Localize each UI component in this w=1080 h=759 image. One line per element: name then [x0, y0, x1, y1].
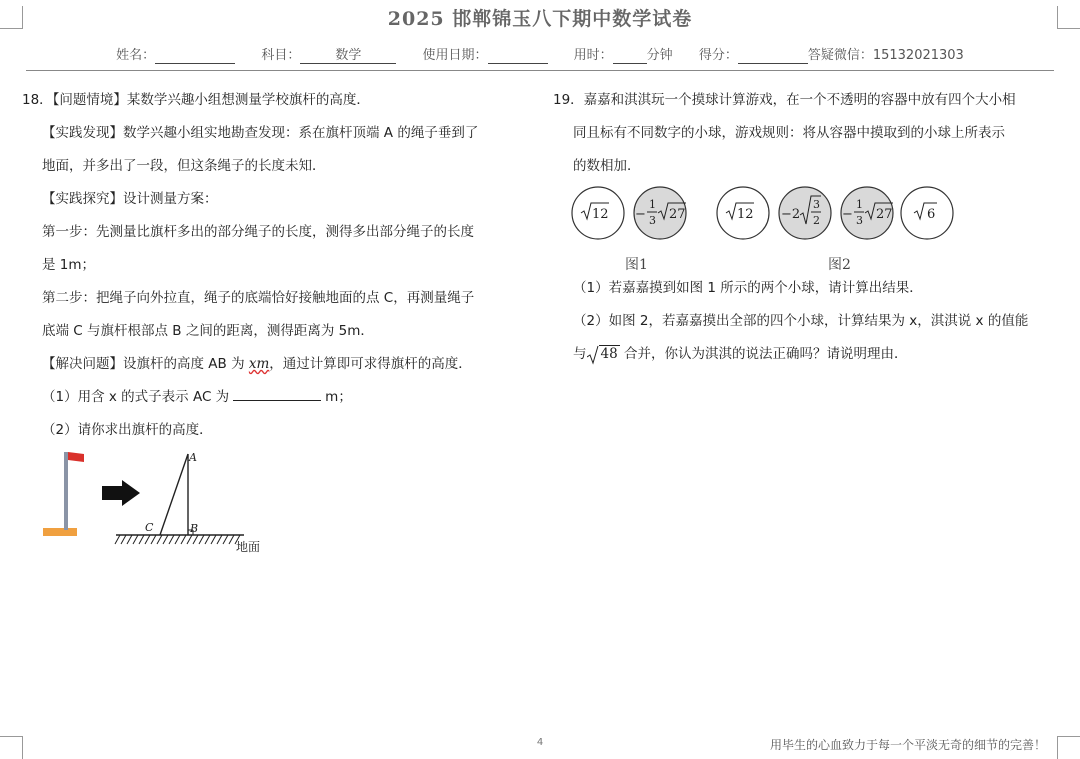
label-B: B: [190, 522, 199, 535]
flagpole: [64, 452, 68, 530]
svg-text:−2: −2: [781, 207, 801, 222]
svg-text:27: 27: [669, 207, 686, 222]
svg-text:−: −: [842, 207, 853, 222]
time-field: 用时： 分钟: [573, 48, 673, 63]
svg-text:27: 27: [876, 207, 893, 222]
footer-motto: 用毕生的心血致力于每一个平淡无奇的细节的完善！: [769, 738, 1046, 752]
q18-line-7: 第二步：把绳子向外拉直，绳子的底端恰好接触地面的点 C，再测量绳子: [42, 290, 475, 306]
sqrt-48: 48: [587, 338, 620, 371]
q18-line-4: 【实践探究】设计测量方案：: [42, 191, 218, 207]
flag: [68, 452, 84, 462]
date-field: 使用日期：: [422, 44, 547, 64]
name-blank[interactable]: [155, 48, 235, 64]
date-blank[interactable]: [488, 48, 548, 64]
svg-text:1: 1: [649, 198, 656, 211]
ball-sqrt-12: [572, 187, 624, 239]
svg-text:12: 12: [592, 207, 609, 222]
q19-line-1: 19．嘉嘉和淇淇玩一个摸球计算游戏，在一个不透明的容器中放有四个大小相: [553, 92, 1016, 108]
q19-sub-1: （1）若嘉嘉摸到如图 1 所示的两个小球，请计算出结果．: [573, 280, 923, 296]
q19-sub-3: 与 48 合并，你认为淇淇的说法正确吗？请说明理由．: [573, 338, 1063, 371]
q18-line-3: 地面，并多出了一段，但这条绳子的长度未知．: [42, 158, 326, 174]
q19-line-2: 同且标有不同数字的小球，游戏规则：将从容器中摸取到的小球上所表示: [573, 125, 1005, 141]
svg-text:3: 3: [649, 214, 656, 227]
subject-field: 科目： 数学: [261, 44, 396, 64]
page-number: 4: [536, 737, 544, 748]
header-rule: [26, 70, 1054, 71]
svg-text:3: 3: [856, 214, 863, 227]
ball-neg-2-sqrt-3-over-2: [779, 187, 831, 239]
q19-sub-2: （2）如图 2，若嘉嘉摸出全部的四个小球，计算结果为 x，淇淇说 x 的值能: [573, 313, 1029, 329]
q18-sub-1: （1）用含 x 的式子表示 AC 为 m；: [22, 381, 527, 414]
info-bar: [0, 44, 1080, 64]
svg-text:−: −: [635, 207, 646, 222]
ball-figures: [571, 183, 971, 247]
svg-text:6: 6: [927, 207, 936, 222]
svg-text:1: 1: [856, 198, 863, 211]
score-field: 得分： 答疑微信：15132021303: [698, 48, 964, 63]
label-A: A: [189, 451, 197, 464]
q18-line-9: 【解决问题】设旗杆的高度 AB 为 xm，通过计算即可求得旗杆的高度．: [42, 356, 472, 372]
svg-text:12: 12: [737, 207, 754, 222]
question-18: [22, 84, 527, 447]
flagpole-figure: [40, 448, 280, 560]
q18-line-8: 底端 C 与旗杆根部点 B 之间的距离，测得距离为 5m．: [42, 323, 374, 339]
question-19-parts: [573, 272, 1063, 371]
answer-blank-ac[interactable]: [233, 386, 321, 401]
ball-fig2-neg-third-sqrt-27: [841, 187, 893, 239]
ground-hatch: [115, 535, 240, 544]
figure-1-caption: 图1: [625, 257, 648, 273]
ball-fig2-sqrt-12: [717, 187, 769, 239]
q18-line-5: 第一步：先测量比旗杆多出的部分绳子的长度，测得多出部分绳子的长度: [42, 224, 474, 240]
flagpole-base: [43, 528, 77, 536]
page-title: 2025 邯郸锦玉八下期中数学试卷: [387, 8, 693, 30]
ball-sqrt-6: [901, 187, 953, 239]
svg-text:2: 2: [813, 214, 820, 227]
time-blank[interactable]: [613, 48, 647, 64]
figure-2-caption: 图2: [828, 257, 851, 273]
q18-line-2: 【实践发现】数学兴趣小组实地勘查发现：系在旗杆顶端 A 的绳子垂到了: [42, 125, 479, 141]
wechat-number: 15132021303: [872, 48, 964, 63]
q18-line-6: 是 1m；: [42, 257, 96, 273]
label-C: C: [145, 521, 154, 534]
question-19: [553, 84, 1058, 183]
name-field: 姓名：: [116, 44, 235, 64]
svg-text:3: 3: [813, 198, 820, 211]
arrow-icon: [102, 480, 140, 506]
radical-sign-icon: [587, 345, 599, 365]
ball-neg-third-sqrt-27: [634, 187, 686, 239]
q18-sub-2: （2）请你求出旗杆的高度．: [42, 422, 213, 438]
q18-line-1: 18．【问题情境】某数学兴趣小组想测量学校旗杆的高度．: [22, 92, 370, 108]
score-blank[interactable]: [738, 48, 808, 64]
subject-value: 数学: [300, 44, 396, 64]
ground-label: 地面: [236, 540, 261, 554]
q19-line-3: 的数相加．: [573, 158, 641, 174]
